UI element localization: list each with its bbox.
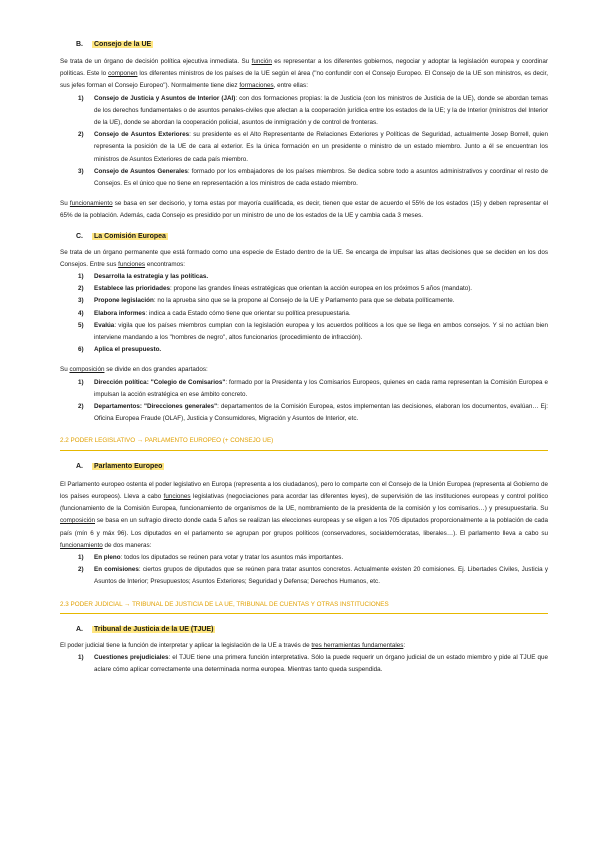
list-item: 3) Propone legislación: no la aprueba sino que se la propone al Consejo de la UE y Parlamento para que se debata políticamente. (78, 297, 455, 305)
section-title: Tribunal de Justicia de la UE (TJUE) (94, 626, 214, 634)
document-page (60, 38, 548, 676)
part-heading-judicial: 2.3 PODER JUDICIAL → TRIBUNAL DE JUSTICIA DE LA UE, TRIBUNAL DE CUENTAS Y OTRAS INSTITUCIONES (60, 599, 548, 614)
list-item: 1) En pleno: todos los diputados se reúnen para votar y tratar los asuntos más importantes. (78, 553, 344, 561)
list-item: 6) Aplica el presupuesto. (78, 346, 162, 354)
section-title: Parlamento Europeo (94, 463, 163, 471)
list-item: 2) En comisiones: ciertos grupos de diputados que se reúnen para tratar asuntos concretos. Actualmente existen 20 comisiones. Ej. Libertades Civiles, Justicia y Asuntos de Interior; Presupuestos; Asuntos Exteriores; Seguridad y Defensa; Derechos Humanos, etc. (78, 566, 548, 586)
paragraph-comision-composicion: Su composición se divide en dos grandes apartados: (60, 366, 208, 374)
list-item: 1) Cuestiones prejudiciales: el TJUE tiene una primera función interpretativa. Sólo la puede requerir un órgano judicial de un estado miembro y pide al TJUE que aclare cómo aplicar correctamente una determinada norma europea. Mientras tanto queda suspendida. (78, 653, 548, 674)
paragraph-parlamento-intro: El Parlamento europeo ostenta el poder legislativo en Europa (representa a los ciudadanos), pero lo comparte con el Consejo de la Unión Europea (representa al Gobierno de los países europeos). Lleva a cabo funciones legislativas (negociaciones para acordar las diferentes leyes), de supervisión de las instituciones europeas y control político (funcionamiento de la Comisión Europea, funcionamiento de organismos de la UE, nombramiento de la presidenta de la comisión y los comisarios…) y presupuestaria. Su composición se basa en un sufragio directo donde cada 5 años se realizan las elecciones europeas y se eligen a los 705 diputados proporcionalmente a la población de cada país (mín 6 y máx 96). Los diputados en el parlamento se agrupan por grupos políticos (conservadores, socialdemócratas, liberales…). El parlamento lleva a cabo su funcionamiento de dos maneras: (60, 480, 548, 549)
section-heading-tribunal (60, 624, 548, 636)
list-item: 2) Departamentos: "Direcciones generales": departamentos de la Comisión Europea, estos implementan las decisiones, elaboran los documentos, evalúan… Ej: Oficina Europea Fraude (OLAF), Justicia y Consumidores, Migración y Asuntos de Interior, etc. (78, 403, 549, 423)
list-item: 1) Consejo de Justicia y Asuntos de Interior (JAI): con dos formaciones propias: la de Justicia (con los ministros de Justicia de la UE), donde se abordan temas de los derechos fundamentales o de asuntos penales-civiles que afectan a la cooperación jurídica entre los estados de la UE; y la de Interior (ministros del Interior de la UE), donde se abordan la cooperación policial, asuntos de inmigración y de control de fronteras. (78, 94, 548, 127)
part-heading-legislativo: 2.2 PODER LEGISLATIVO → PARLAMENTO EUROPEO (+ CONSEJO UE) (60, 435, 548, 450)
list-item: 2) Establece las prioridades: propone las grandes líneas estratégicas que orientan la acción europea en los próximos 5 años (mandato). (78, 285, 473, 293)
list-tribunal-herramientas (60, 652, 548, 676)
section-title: Consejo de la UE (94, 40, 152, 48)
paragraph-tribunal-intro: El poder judicial tiene la función de interpretar y aplicar la legislación de la UE a través de tres herramientas fundamentales: (60, 641, 406, 649)
paragraph-consejo-funcionamiento: Su funcionamiento se basa en ser decisorio, y toma estas por mayoría cualificada, es decir, tienen que estar de acuerdo el 55% de los estados (15) y deben representar el 65% de la población. Además, cada Consejo es presidido por un ministro de uno de los estados de la UE y cambia cada 3 meses. (60, 200, 549, 220)
list-item: 1) Desarrolla la estrategia y las políticas. (78, 273, 209, 281)
list-consejo-formaciones (60, 93, 548, 191)
list-item: 3) Consejo de Asuntos Generales: formado por los embajadores de los países miembros. Se dedica sobre todo a asuntos administrativos y coordinar el resto de Consejos. Es el único que no tiene en representación a los ministros de cada estado miembro. (78, 167, 548, 188)
section-letter: A. (76, 463, 83, 471)
section-letter: A. (76, 626, 83, 634)
paragraph-comision-intro: Se trata de un órgano permanente que está formado como una especie de Estado dentro de la UE. Se encarga de impulsar las altas decisiones que se deciden en los dos Consejos. Entre sus funciones encontramos: (60, 248, 548, 268)
section-heading-parlamento (60, 461, 548, 473)
list-comision-composicion (60, 377, 548, 426)
section-letter: C. (76, 233, 83, 241)
section-heading-consejo (60, 38, 548, 50)
section-title: La Comisión Europea (94, 233, 166, 241)
section-heading-comision (60, 231, 548, 243)
list-item: 4) Elabora informes: indica a cada Estado cómo tiene que orientar su política presupuestaria. (78, 309, 351, 317)
paragraph-consejo-intro: Se trata de un órgano de decisión política ejecutiva inmediata. Su función es representar a los diferentes gobiernos, negociar y adoptar la legislación europea y coordinar políticas. Este lo componen los diferentes ministros de los países de la UE según el área ("no confundir con el Consejo Europeo. El Consejo de la UE son ministros, es decir, sus jefes forman el Consejo Europeo"). Normalmente tiene diez formaciones, entre ellas: (60, 58, 549, 90)
section-letter: B. (76, 40, 83, 48)
list-comision-funciones (60, 271, 548, 356)
list-item: 1) Dirección política: "Colegio de Comisarios": formado por la Presidenta y los Comisarios Europeos, quienes en cada rama representan la Comisión Europea e impulsan la acción estratégica en ese ámbito concreto. (78, 378, 548, 398)
list-parlamento-funcionamiento (60, 552, 548, 589)
list-item: 5) Evalúa: vigila que los países miembros cumplan con la legislación europea y los acuerdos políticos a los que se llega en ambos consejos. Y si no actúan bien interviene mandando a los "hombres de negro", altos funcionarios (procedimiento de infracción). (78, 321, 548, 342)
list-item: 2) Consejo de Asuntos Exteriores: su presidente es el Alto Representante de Relaciones Exteriores y Políticas de Seguridad, actualmente Josep Borrell, quien representa la posición de la UE de cara al exterior. Es la única formación en un presidente o ministro de un estado miembro. Junto a él se encuentran los ministros de Asuntos Exteriores de cada país miembro. (78, 131, 548, 163)
